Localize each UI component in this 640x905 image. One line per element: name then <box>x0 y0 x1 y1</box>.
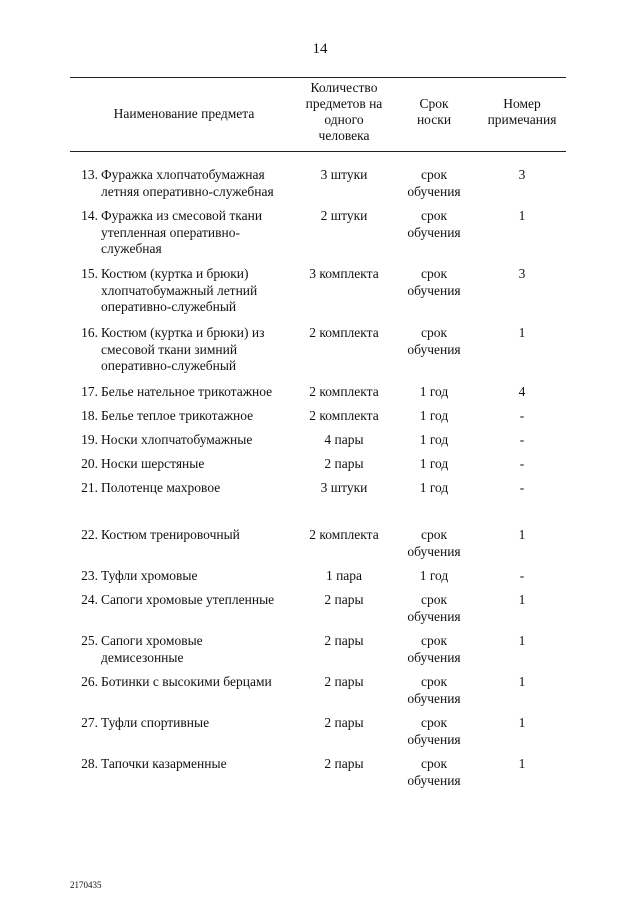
row-term: срок обучения <box>407 592 461 624</box>
row-item-name: Фуражка из смесовой ткани утепленная оперативно- служебная <box>101 208 263 256</box>
header-term: Срок носки <box>416 96 452 127</box>
row-item-name: Костюм тренировочный <box>101 527 240 542</box>
row-number: 19. <box>81 432 98 447</box>
row-quantity: 3 комплекта <box>309 266 379 281</box>
header-note: Номер примечания <box>487 96 557 127</box>
row-item-name: Сапоги хромовые утепленные <box>101 592 275 607</box>
row-quantity: 2 пары <box>324 633 364 648</box>
row-item-name: Белье теплое трикотажное <box>101 408 254 423</box>
row-quantity: 2 штуки <box>320 208 368 223</box>
row-number: 16. <box>81 325 98 340</box>
row-note: - <box>519 480 525 495</box>
row-term: 1 год <box>419 480 449 495</box>
row-note: 1 <box>518 592 526 607</box>
row-note: 1 <box>518 756 526 771</box>
row-number: 13. <box>81 167 98 182</box>
row-item-name: Костюм (куртка и брюки) хлопчатобумажный летний оперативно-служебный <box>101 266 258 314</box>
row-item-name: Носки шерстяные <box>101 456 205 471</box>
row-number: 21. <box>81 480 98 495</box>
row-term: срок обучения <box>407 633 461 665</box>
row-quantity: 2 пары <box>324 756 364 771</box>
row-number: 26. <box>81 674 98 689</box>
row-term: срок обучения <box>407 325 461 357</box>
row-number: 20. <box>81 456 98 471</box>
row-note: - <box>519 432 525 447</box>
row-note: 1 <box>518 674 526 689</box>
row-note: - <box>519 568 525 583</box>
row-number: 27. <box>81 715 98 730</box>
row-term: срок обучения <box>407 674 461 706</box>
row-quantity: 1 пара <box>325 568 363 583</box>
row-quantity: 2 комплекта <box>309 384 379 399</box>
row-term: срок обучения <box>407 167 461 199</box>
row-term: 1 год <box>419 456 449 471</box>
row-term: 1 год <box>419 384 449 399</box>
row-note: 1 <box>518 325 526 340</box>
row-item-name: Ботинки с высокими берцами <box>101 674 272 689</box>
row-note: 1 <box>518 208 526 223</box>
row-quantity: 3 штуки <box>320 167 368 182</box>
row-term: срок обучения <box>407 715 461 747</box>
row-number: 24. <box>81 592 98 607</box>
row-quantity: 4 пары <box>324 432 364 447</box>
row-term: срок обучения <box>407 208 461 240</box>
row-term: 1 год <box>419 432 449 447</box>
row-term: 1 год <box>419 568 449 583</box>
row-item-name: Тапочки казарменные <box>101 756 227 771</box>
row-quantity: 2 пары <box>324 456 364 471</box>
row-quantity: 2 комплекта <box>309 527 379 542</box>
row-number: 25. <box>81 633 98 648</box>
document-code: 2170435 <box>70 880 102 890</box>
header-quantity: Количество предметов на одного человека <box>305 80 383 143</box>
row-term: 1 год <box>419 408 449 423</box>
row-item-name: Туфли хромовые <box>101 568 198 583</box>
row-item-name: Белье нательное трикотажное <box>101 384 273 399</box>
row-term: срок обучения <box>407 527 461 559</box>
row-item-name: Фуражка хлопчатобумажная летняя оперативно-служебная <box>101 167 274 199</box>
row-quantity: 2 пары <box>324 715 364 730</box>
row-note: - <box>519 408 525 423</box>
row-number: 14. <box>81 208 98 223</box>
row-note: 3 <box>518 266 526 281</box>
row-item-name: Костюм (куртка и брюки) из смесовой ткани зимний оперативно-служебный <box>101 325 265 373</box>
row-quantity: 2 пары <box>324 592 364 607</box>
row-number: 23. <box>81 568 98 583</box>
row-item-name: Полотенце махровое <box>101 480 221 495</box>
row-term: срок обучения <box>407 756 461 788</box>
row-number: 22. <box>81 527 98 542</box>
row-item-name: Туфли спортивные <box>101 715 210 730</box>
row-quantity: 2 комплекта <box>309 325 379 340</box>
row-note: 1 <box>518 715 526 730</box>
page-number: 14 <box>312 41 328 57</box>
row-number: 17. <box>81 384 98 399</box>
row-number: 18. <box>81 408 98 423</box>
row-note: 4 <box>518 384 526 399</box>
row-term: срок обучения <box>407 266 461 298</box>
row-item-name: Сапоги хромовые демисезонные <box>101 633 203 665</box>
row-note: - <box>519 456 525 471</box>
row-note: 1 <box>518 527 526 542</box>
row-note: 3 <box>518 167 526 182</box>
row-number: 15. <box>81 266 98 281</box>
row-quantity: 2 пары <box>324 674 364 689</box>
row-note: 1 <box>518 633 526 648</box>
row-quantity: 3 штуки <box>320 480 368 495</box>
row-quantity: 2 комплекта <box>309 408 379 423</box>
header-name: Наименование предмета <box>113 106 255 121</box>
row-item-name: Носки хлопчатобумажные <box>101 432 253 447</box>
row-number: 28. <box>81 756 98 771</box>
